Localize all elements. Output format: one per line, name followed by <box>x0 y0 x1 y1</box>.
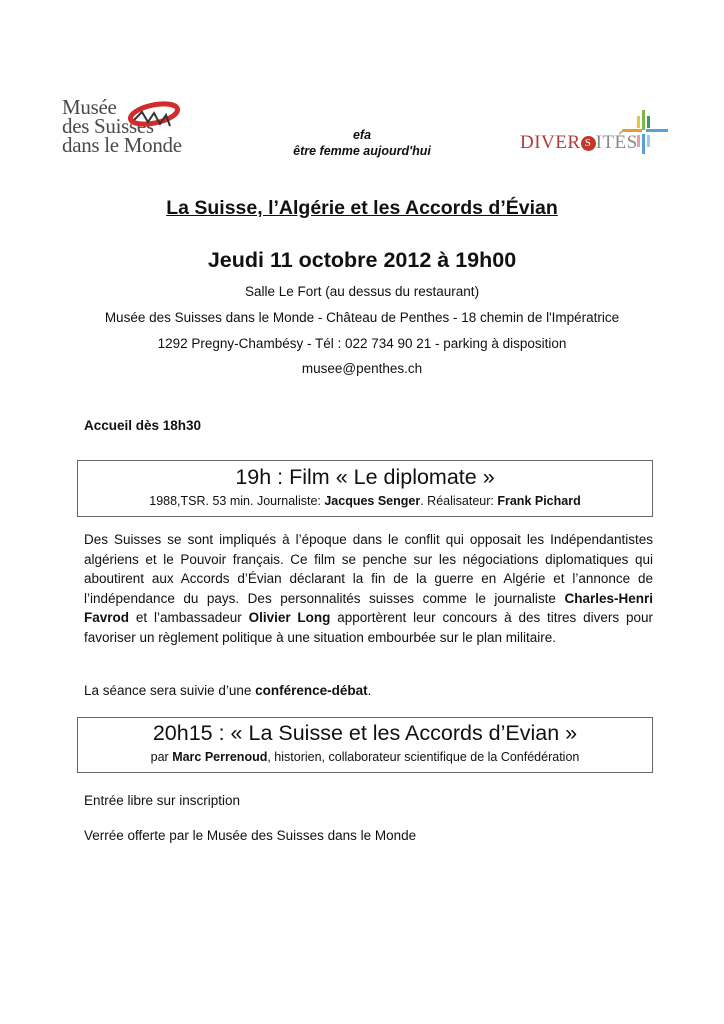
desc-part2: et l’ambassadeur <box>129 610 249 625</box>
musee-logo-line1: Musée <box>62 95 117 119</box>
conference-speaker <box>78 749 652 765</box>
conference-by-prefix: par <box>150 750 173 764</box>
film-journalist: Jacques Senger <box>324 494 421 508</box>
diversites-wordmark <box>520 132 638 154</box>
venue-address2: 1292 Pregny-Chambésy - Tél : 022 734 90 21 - parking à disposition <box>157 336 567 351</box>
venue-room: Salle Le Fort (au dessus du restaurant) <box>244 284 480 299</box>
followup-suffix: . <box>367 683 372 698</box>
entry-note: Entrée libre sur inscription <box>84 793 241 808</box>
diversites-s: S <box>581 136 596 151</box>
diversites-part1: DIVER <box>520 132 581 153</box>
conference-box <box>77 717 653 773</box>
welcome-time: Accueil dès 18h30 <box>84 418 202 433</box>
film-heading: 19h : Film « Le diplomate » <box>235 465 495 489</box>
desc-part1: Des Suisses se sont impliqués à l’époque dans le conflit qui opposait les Indépendantistes algériens et le Pouvoir français. Ce film se penche sur les négociations diplomatiques qui aboutirent aux Accords d’Évian déclarant la fin de la guerre en Algérie et l’annonce de l’indépendance du pays. Des personnalités suisses comme le journaliste <box>84 532 653 606</box>
film-meta-mid: . Réalisateur: <box>420 494 498 508</box>
diversites-logo <box>520 108 670 158</box>
musee-logo-line2: des Suisses <box>62 114 154 138</box>
musee-logo-line3: dans le Monde <box>62 133 182 157</box>
diversites-part2: ITÉS <box>595 132 638 153</box>
film-box <box>77 460 653 517</box>
film-meta-prefix: 1988,TSR. 53 min. Journaliste: <box>149 494 325 508</box>
conference-heading: 20h15 : « La Suisse et les Accords d’Evian » <box>152 721 578 745</box>
event-title: La Suisse, l’Algérie et les Accords d’Évian <box>166 197 558 219</box>
efa-abbr: efa <box>352 128 372 142</box>
film-description <box>84 530 653 647</box>
efa-full: être femme aujourd'hui <box>293 144 431 158</box>
desc-part3: apportèrent leur concours à des titres divers pour favoriser un règlement politique à une situation embourbée sur le plan militaire. <box>84 610 653 645</box>
event-date: Jeudi 11 octobre 2012 à 19h00 <box>207 248 517 272</box>
film-meta <box>78 493 652 509</box>
drinks-note: Verrée offerte par le Musée des Suisses dans le Monde <box>84 828 417 843</box>
desc-name1: Charles-Henri Favrod <box>84 590 653 625</box>
followup-bold: conférence-débat <box>255 683 368 698</box>
followup-prefix: La séance sera suivie d’une <box>84 683 256 698</box>
conference-speaker-name: Marc Perrenoud <box>172 750 268 764</box>
film-director: Frank Pichard <box>497 494 581 508</box>
venue-address1: Musée des Suisses dans le Monde - Château de Penthes - 18 chemin de l'Impératrice <box>104 310 620 325</box>
followup-note <box>84 683 371 698</box>
venue-email[interactable]: musee@penthes.ch <box>301 361 423 376</box>
desc-name2: Olivier Long <box>248 610 331 625</box>
conference-by-suffix: , historien, collaborateur scientifique de la Confédération <box>267 750 580 764</box>
